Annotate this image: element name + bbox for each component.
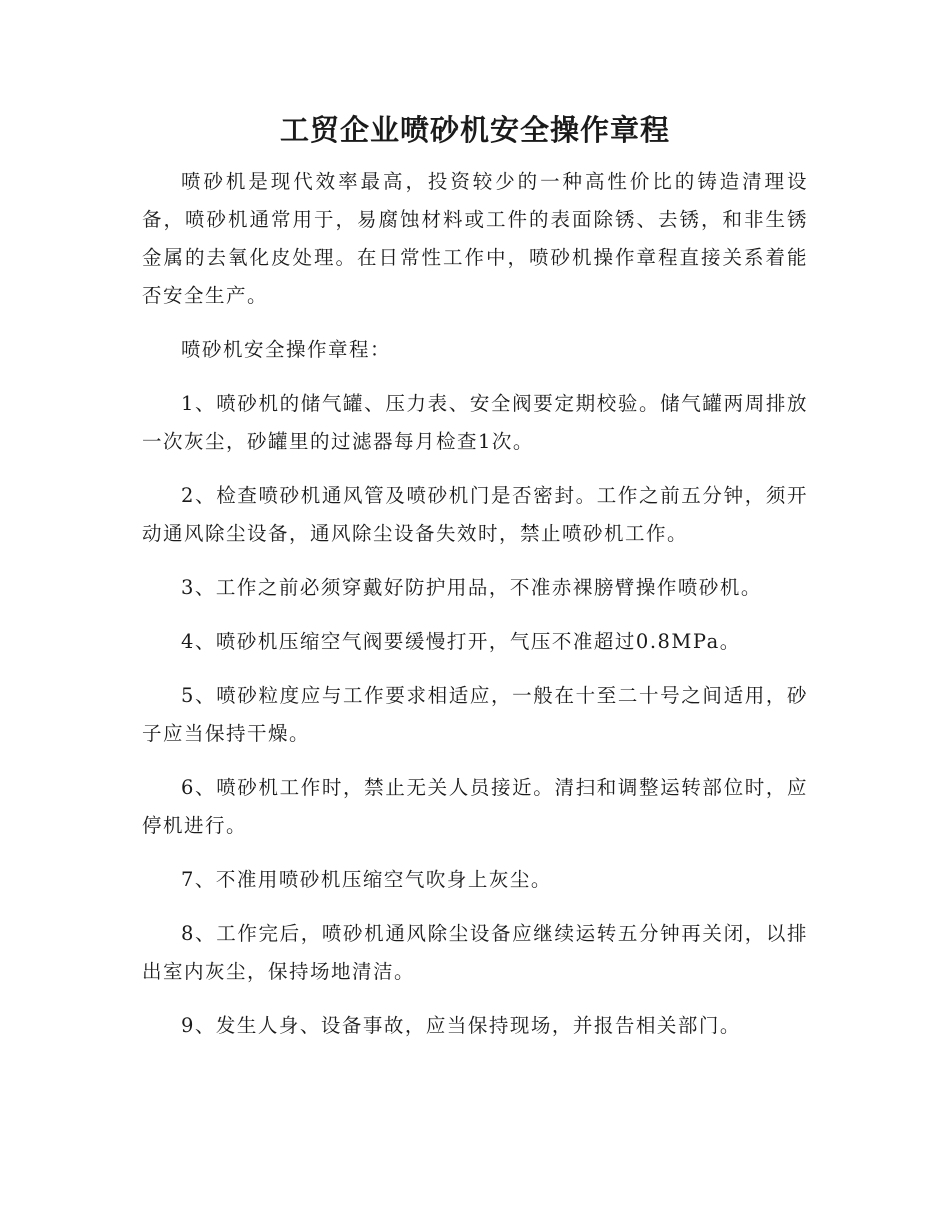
rule-item-5: 5、喷砂粒度应与工作要求相适应，一般在十至二十号之间适用，砂子应当保持干燥。 — [142, 684, 808, 745]
document-body — [142, 163, 808, 1061]
rule-item-8: 8、工作完后，喷砂机通风除尘设备应继续运转五分钟再关闭，以排出室内灰尘，保持场地清洁。 — [142, 922, 808, 983]
rule-item-6: 6、喷砂机工作时，禁止无关人员接近。清扫和调整运转部位时，应停机进行。 — [142, 776, 808, 837]
rule-item-9: 9、发生人身、设备事故，应当保持现场，并报告相关部门。 — [181, 1014, 741, 1037]
rule-item-1: 1、喷砂机的储气罐、压力表、安全阀要定期校验。储气罐两周排放一次灰尘，砂罐里的过滤器每月检查1次。 — [142, 392, 808, 453]
document-title: 工贸企业喷砂机安全操作章程 — [279, 113, 670, 147]
rule-item-3: 3、工作之前必须穿戴好防护用品，不准赤裸膀臂操作喷砂机。 — [181, 576, 762, 599]
rule-item-4: 4、喷砂机压缩空气阀要缓慢打开，气压不准超过0.8MPa。 — [181, 630, 741, 653]
intro-paragraph: 喷砂机是现代效率最高，投资较少的一种高性价比的铸造清理设备，喷砂机通常用于，易腐蚀材料或工件的表面除锈、去锈，和非生锈金属的去氧化皮处理。在日常性工作中，喷砂机操作章程直接关系着能否安全生产。 — [142, 170, 808, 307]
section-heading: 喷砂机安全操作章程： — [181, 338, 392, 361]
rule-item-7: 7、不准用喷砂机压缩空气吹身上灰尘。 — [181, 868, 552, 891]
rule-item-2: 2、检查喷砂机通风管及喷砂机门是否密封。工作之前五分钟，须开动通风除尘设备，通风除尘设备失效时，禁止喷砂机工作。 — [142, 484, 808, 545]
